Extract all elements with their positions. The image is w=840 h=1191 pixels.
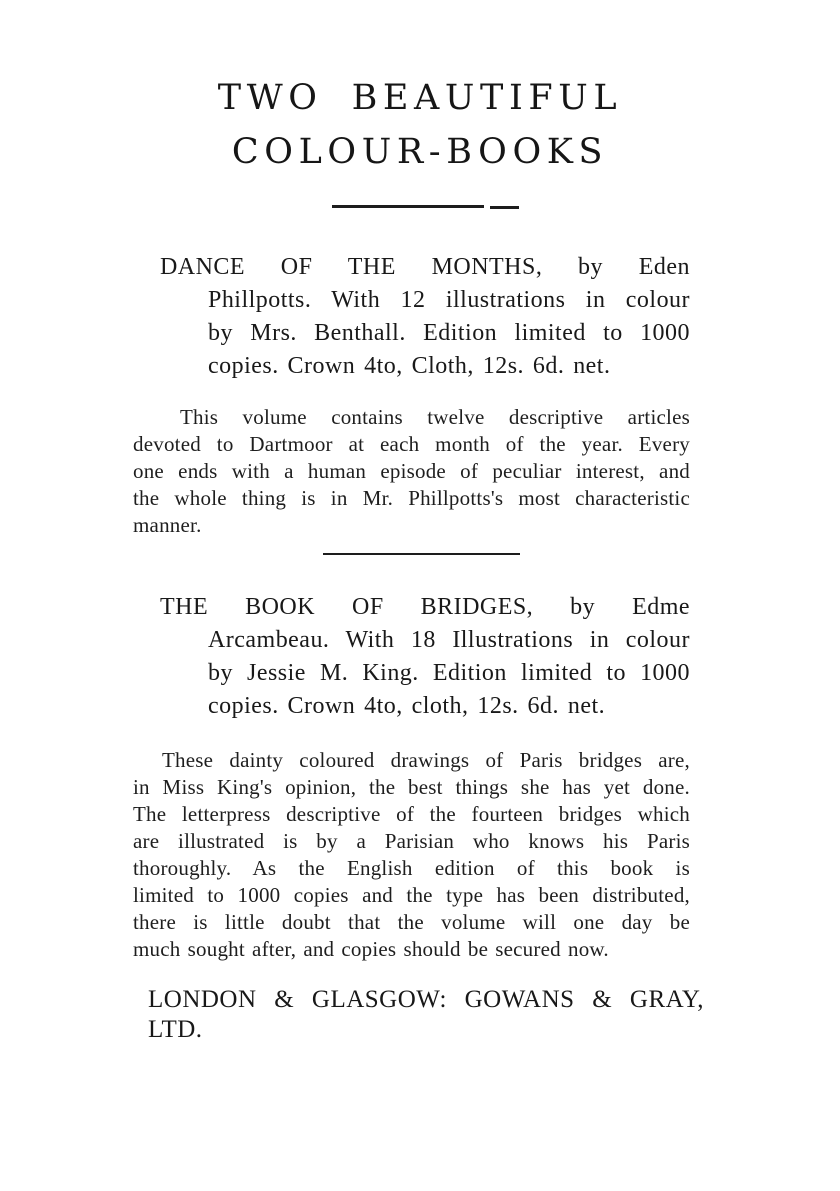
description-line: in Miss King's opinion, the best things she has yet done. [133,775,690,799]
description-line: are illustrated is by a Parisian who knows his Paris [133,829,690,853]
book-description-the-book-of-bridges [133,747,690,963]
ornamental-rule-segment [332,205,484,208]
description-line: The letterpress descriptive of the fourteen bridges which [133,802,690,826]
page-title-line-2: COLOUR-BOOKS [231,132,609,172]
description-line: thoroughly. As the English edition of this book is [133,856,690,880]
book-heading-dance-of-the-months [160,251,690,383]
description-line: much sought after, and copies should be secured now. [133,937,609,961]
description-line: one ends with a human episode of peculiar interest, and [133,459,690,483]
description-line: devoted to Dartmoor at each month of the year. Every [133,432,690,456]
publisher-imprint: LONDON & GLASGOW: GOWANS & GRAY, LTD. [148,986,704,1043]
heading-line: Phillpotts. With 12 illustrations in colour [208,287,690,313]
description-line: limited to 1000 copies and the type has been distributed, [133,883,690,907]
ornamental-rule-dash [490,206,519,209]
page-title [0,71,840,179]
book-description-dance-of-the-months [133,404,690,539]
heading-line: copies. Crown 4to, cloth, 12s. 6d. net. [208,693,606,719]
description-line: manner. [133,513,202,537]
ornamental-rule [323,553,520,555]
heading-line: by Mrs. Benthall. Edition limited to 1000 [208,320,690,346]
book-heading-the-book-of-bridges [160,591,690,723]
description-line: These dainty coloured drawings of Paris bridges are, [162,748,690,772]
page-title-line-1: TWO BEAUTIFUL [217,78,623,118]
heading-line: THE BOOK OF BRIDGES, by Edme [160,594,690,620]
description-line: the whole thing is in Mr. Phillpotts's most characteristic [133,486,690,510]
heading-line: by Jessie M. King. Edition limited to 1000 [208,660,690,686]
description-line: there is little doubt that the volume will one day be [133,910,690,934]
heading-line: DANCE OF THE MONTHS, by Eden [160,254,690,280]
description-line: This volume contains twelve descriptive articles [180,405,690,429]
heading-line: copies. Crown 4to, Cloth, 12s. 6d. net. [208,353,611,379]
heading-line: Arcambeau. With 18 Illustrations in colour [208,627,690,653]
